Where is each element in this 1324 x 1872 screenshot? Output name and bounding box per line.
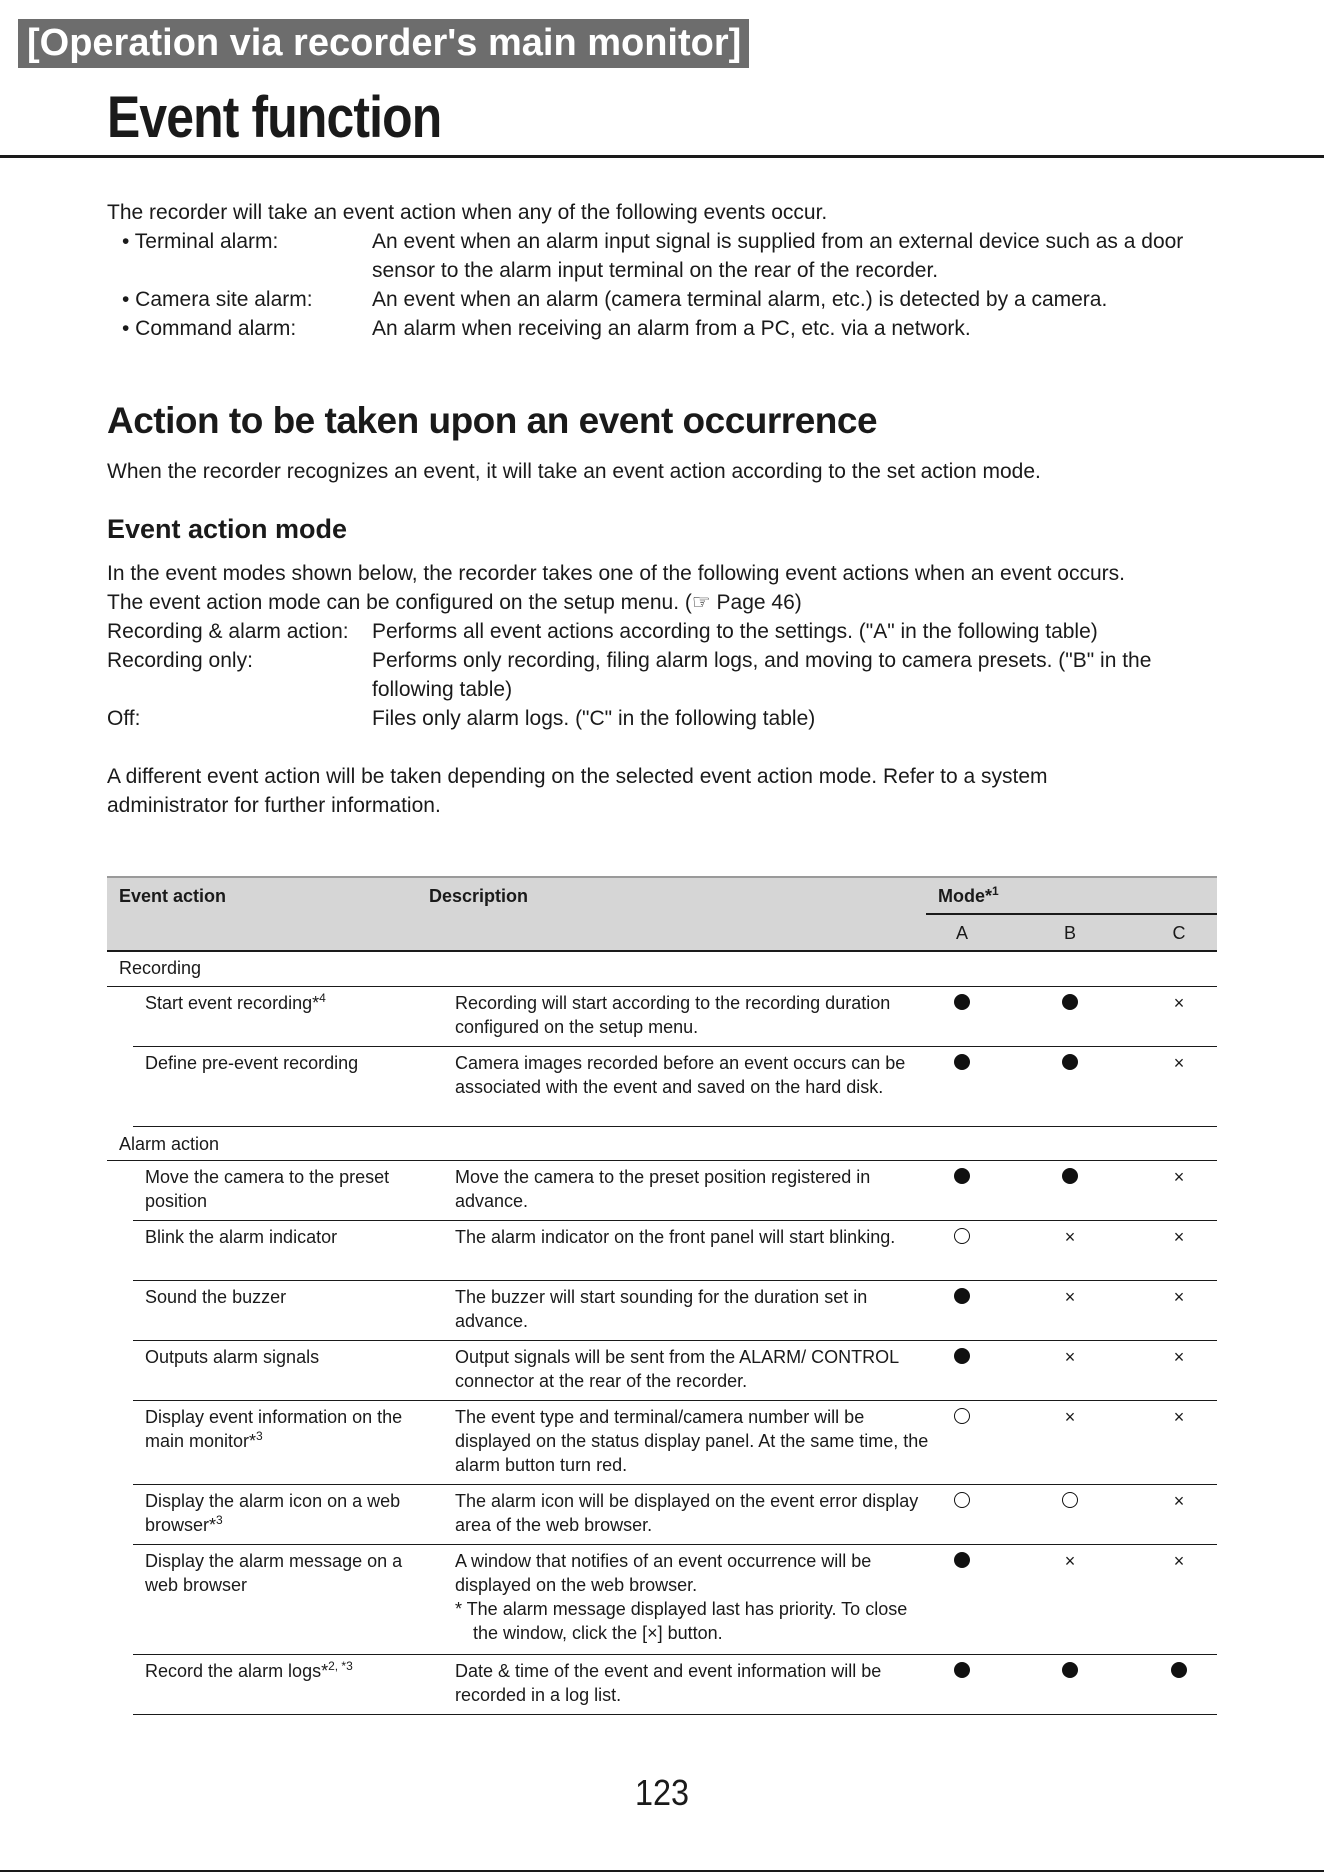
cell-description [455, 1165, 935, 1213]
mode-a-mark [947, 1662, 977, 1681]
mode-a-mark [947, 1288, 977, 1307]
filled-circle-icon [954, 1348, 970, 1364]
action-footnote: 3 [216, 1513, 223, 1527]
action-text: Display the alarm icon on a web browser* [145, 1491, 401, 1535]
table-row [133, 1340, 1217, 1401]
description-text: Output signals will be sent from the ALARM/ CONTROL connector at the rear of the recorder. [455, 1347, 899, 1391]
action-text: Record the alarm logs* [145, 1661, 329, 1681]
cell-event-action [145, 1165, 405, 1213]
event-term: • Camera site alarm: [122, 288, 313, 311]
cell-description [455, 1405, 935, 1477]
table-header [107, 876, 1217, 952]
mode-a-mark [947, 1168, 977, 1187]
filled-circle-icon [1062, 994, 1078, 1010]
mode-b-mark [1055, 1492, 1085, 1511]
description-text: Recording will start according to the recording duration configured on the setup menu. [455, 993, 891, 1037]
mode-desc: Performs all event actions according to the settings. ("A" in the following table) [372, 620, 1098, 643]
mode-sub-rule [926, 913, 1217, 915]
cell-description [455, 1225, 935, 1249]
mode-b-mark [1055, 1054, 1085, 1073]
cell-description [455, 1659, 935, 1707]
cross-icon: × [1064, 1551, 1076, 1571]
cross-icon: × [1173, 993, 1185, 1013]
description-text: Camera images recorded before an event occurs can be associated with the event and saved on the hard disk. [455, 1053, 906, 1097]
action-heading: Action to be taken upon an event occurrence [107, 400, 878, 441]
cell-event-action [145, 1225, 405, 1249]
page-number: 123 [634, 1772, 690, 1813]
description-text: The alarm indicator on the front panel will start blinking. [455, 1227, 896, 1247]
action-footnote: 3 [256, 1429, 263, 1443]
mode-term: Off: [107, 707, 141, 730]
mode-term: Recording & alarm action: [107, 620, 349, 643]
mode-a-mark [947, 1348, 977, 1367]
description-note: * The alarm message displayed last has priority. To close the window, click the [×] button. [455, 1599, 908, 1643]
action-text: Outputs alarm signals [145, 1347, 320, 1367]
mode-lead-1: In the event modes shown below, the recorder takes one of the following event actions when an event occurs. [107, 562, 1125, 585]
cross-icon: × [1173, 1551, 1185, 1571]
mode-desc: Performs only recording, filing alarm logs, and moving to camera presets. ("B" in the following table) [372, 649, 1152, 701]
mode-a-mark [947, 1552, 977, 1571]
action-text: Blink the alarm indicator [145, 1227, 338, 1247]
description-text: A window that notifies of an event occurrence will be displayed on the web browser. [455, 1551, 872, 1595]
event-desc: An event when an alarm (camera terminal alarm, etc.) is detected by a camera. [372, 288, 1108, 311]
mode-label: Mode* [938, 886, 992, 906]
table-row [133, 1484, 1217, 1545]
description-text: The alarm icon will be displayed on the event error display area of the web browser. [455, 1491, 919, 1535]
cell-event-action [145, 1285, 405, 1309]
mode-b-mark [1055, 1408, 1085, 1426]
table-row [133, 1220, 1217, 1281]
mode-c-mark [1164, 1662, 1194, 1681]
filled-circle-icon [1062, 1168, 1078, 1184]
event-term: • Command alarm: [122, 317, 297, 340]
action-footnote: 2, *3 [328, 1659, 353, 1673]
description-text: The event type and terminal/camera number will be displayed on the status display panel. At the same time, the alarm button turn red. [455, 1407, 929, 1475]
cross-icon: × [1064, 1407, 1076, 1427]
mode-c-mark [1164, 1288, 1194, 1306]
cross-icon: × [1173, 1053, 1185, 1073]
open-circle-icon [954, 1408, 970, 1424]
mode-c-mark [1164, 1054, 1194, 1072]
filled-circle-icon [1062, 1662, 1078, 1678]
mode-term: Recording only: [107, 649, 253, 672]
mode-lead-2: The event action mode can be configured on the setup menu. (☞ Page 46) [107, 591, 802, 614]
action-text: Sound the buzzer [145, 1287, 287, 1307]
section-tag: [Operation via recorder's main monitor] [18, 19, 749, 68]
table-row [133, 1544, 1217, 1655]
cross-icon: × [1064, 1227, 1076, 1247]
action-text: Display the alarm message on a web browser [145, 1551, 403, 1595]
action-lead: When the recorder recognizes an event, it will take an event action according to the set action mode. [107, 460, 1041, 483]
cross-icon: × [1064, 1287, 1076, 1307]
cell-event-action [145, 1051, 405, 1075]
table-row [133, 1046, 1217, 1127]
mode-b-mark [1055, 1348, 1085, 1366]
mode-b-mark [1055, 994, 1085, 1013]
filled-circle-icon [954, 1552, 970, 1568]
title-rule [0, 155, 1324, 158]
cross-icon: × [1173, 1407, 1185, 1427]
table-row [133, 1654, 1217, 1715]
mode-footnote: 1 [992, 884, 999, 898]
table-row [133, 1280, 1217, 1341]
cell-description [455, 1051, 935, 1099]
mode-c-mark [1164, 994, 1194, 1012]
page-title: Event function [107, 85, 442, 150]
filled-circle-icon [954, 1662, 970, 1678]
col-header-mode-c: C [1172, 923, 1186, 943]
mode-b-mark [1055, 1288, 1085, 1306]
action-text: Move the camera to the preset position [145, 1167, 390, 1211]
event-desc: An alarm when receiving an alarm from a PC, etc. via a network. [372, 317, 971, 340]
mode-b-mark [1055, 1168, 1085, 1187]
open-circle-icon [1062, 1492, 1078, 1508]
mode-desc: Files only alarm logs. ("C" in the following table) [372, 707, 816, 730]
cross-icon: × [1173, 1227, 1185, 1247]
description-text: Move the camera to the preset position registered in advance. [455, 1167, 871, 1211]
filled-circle-icon [954, 1054, 970, 1070]
cell-description [455, 991, 935, 1039]
cross-icon: × [1173, 1287, 1185, 1307]
col-header-mode-a: A [955, 923, 968, 943]
mode-b-mark [1055, 1228, 1085, 1246]
mode-c-mark [1164, 1552, 1194, 1570]
mode-a-mark [947, 1228, 977, 1247]
mode-b-mark [1055, 1552, 1085, 1570]
action-text: Start event recording* [145, 993, 320, 1013]
event-desc: An event when an alarm input signal is supplied from an external device such as a door sensor to the alarm input terminal on the rear of the recorder. [372, 230, 1184, 282]
mode-a-mark [947, 1054, 977, 1073]
cell-description [455, 1489, 935, 1537]
cell-description [455, 1285, 935, 1333]
mode-c-mark [1164, 1492, 1194, 1510]
filled-circle-icon [954, 1288, 970, 1304]
description-text: Date & time of the event and event information will be recorded in a log list. [455, 1661, 882, 1705]
filled-circle-icon [954, 1168, 970, 1184]
cross-icon: × [1173, 1347, 1185, 1367]
mode-note: A different event action will be taken depending on the selected event action mode. Refer to a system administrator for further information. [107, 765, 1048, 817]
cell-description [455, 1549, 935, 1645]
mode-a-mark [947, 1408, 977, 1427]
intro-lead: The recorder will take an event action when any of the following events occur. [107, 201, 828, 224]
mode-c-mark [1164, 1348, 1194, 1366]
group-label: Recording [119, 958, 202, 978]
col-header-mode-b: B [1063, 923, 1076, 943]
cell-event-action [145, 1549, 405, 1597]
mode-b-mark [1055, 1662, 1085, 1681]
cell-event-action [145, 1659, 405, 1683]
table-row [133, 986, 1217, 1047]
filled-circle-icon [954, 994, 970, 1010]
action-footnote: 4 [319, 991, 326, 1005]
mode-c-mark [1164, 1168, 1194, 1186]
mode-heading: Event action mode [107, 514, 348, 544]
col-header-description: Description [429, 886, 529, 906]
open-circle-icon [954, 1492, 970, 1508]
open-circle-icon [954, 1228, 970, 1244]
cell-event-action [145, 1489, 405, 1537]
col-header-mode [938, 884, 999, 908]
cell-description [455, 1345, 935, 1393]
cross-icon: × [1173, 1167, 1185, 1187]
action-text: Define pre-event recording [145, 1053, 359, 1073]
group-label: Alarm action [119, 1134, 220, 1154]
mode-c-mark [1164, 1228, 1194, 1246]
col-header-action: Event action [119, 886, 227, 906]
filled-circle-icon [1171, 1662, 1187, 1678]
mode-a-mark [947, 994, 977, 1013]
table-row [133, 1400, 1217, 1485]
event-term: • Terminal alarm: [122, 230, 279, 253]
cell-event-action [145, 991, 405, 1015]
description-text: The buzzer will start sounding for the duration set in advance. [455, 1287, 868, 1331]
cross-icon: × [1173, 1491, 1185, 1511]
mode-c-mark [1164, 1408, 1194, 1426]
cell-event-action [145, 1345, 405, 1369]
table-row [133, 1160, 1217, 1221]
group-alarm [107, 1126, 1217, 1161]
filled-circle-icon [1062, 1054, 1078, 1070]
cross-icon: × [1064, 1347, 1076, 1367]
action-text: Display event information on the main monitor* [145, 1407, 403, 1451]
mode-a-mark [947, 1492, 977, 1511]
cell-event-action [145, 1405, 405, 1453]
group-recording [107, 950, 1217, 987]
